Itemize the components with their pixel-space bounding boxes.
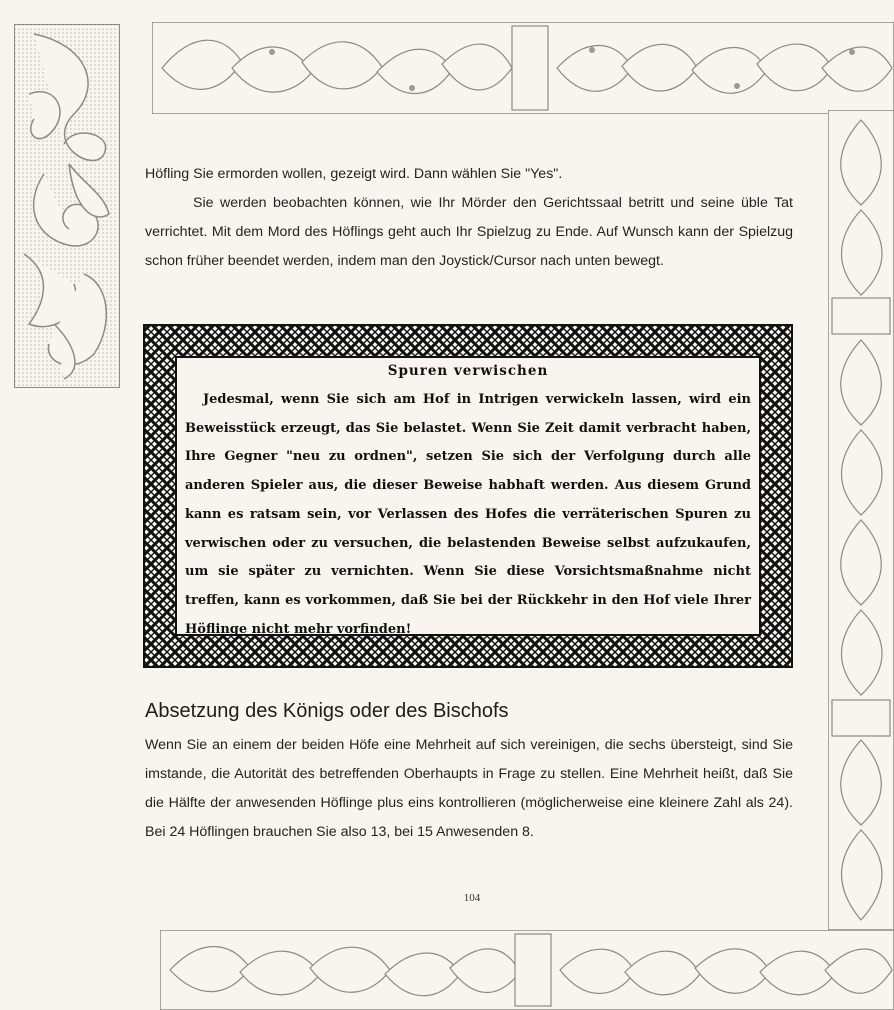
section-heading: Absetzung des Königs oder des Bischofs [145, 700, 509, 722]
top-leaf-border [152, 22, 894, 114]
page-number: 104 [463, 892, 481, 904]
section-paragraph: Wenn Sie an einem der beiden Höfe eine Mehrheit auf sich vereinigen, die sechs übersteigt, sind Sie imstande, die Autorität des betreffenden Oberhaupts in Frage zu stellen. Eine Mehrheit heißt, daß Sie die Hälfte der anwesenden Höflinge plus eins kontrollieren (möglicherweise eine kleinere Zahl als 24). Bei 24 Höflingen brauchen Sie also 13, bei 15 Anwesenden 8. [145, 737, 793, 840]
boxed-note [143, 324, 793, 668]
boxed-note-content [177, 358, 759, 637]
bottom-leaf-border [160, 930, 894, 1010]
boxed-note-body [185, 386, 751, 644]
intro-paragraph-2: Sie werden beobachten können, wie Ihr Mörder den Gerichtssaal betritt und seine üble Tat verrichtet. Mit dem Mord des Höflings geht auch Ihr Spielzug zu Ende. Auf Wunsch kann der Spielzug schon früher beendet werden, indem man den Joystick/Cursor nach unten bewegt. [145, 195, 793, 269]
boxed-note-paragraph: Jedesmal, wenn Sie sich am Hof in Intrigen verwickeln lassen, wird ein Beweisstück erzeugt, das Sie belastet. Wenn Sie Zeit damit verbracht haben, Ihre Gegner "neu zu ordnen", setzen Sie sich der Verfolgung durch alle anderen Spieler aus, die dieser Beweise habhaft werden. Aus diesem Grund kann es ratsam sein, vor Verlassen des Hofes die verräterischen Spuren zu verwischen oder zu versuchen, die belastenden Beweise selbst aufzukaufen, um sie später zu vernichten. Wenn Sie diese Vorsichtsmaßnahme nicht treffen, kann es vorkommen, daß Sie bei der Rückkehr in den Hof viele Ihrer Höflinge nicht mehr vorfinden! [185, 392, 751, 637]
section-text-block [145, 731, 793, 847]
intro-text-block [145, 160, 793, 276]
boxed-note-title: Spuren verwischen [387, 363, 549, 379]
intro-paragraph-1: Höfling Sie ermorden wollen, gezeigt wird. Dann wählen Sie "Yes". [145, 166, 563, 182]
left-scroll-ornament [14, 24, 120, 388]
right-leaf-border [828, 110, 894, 930]
